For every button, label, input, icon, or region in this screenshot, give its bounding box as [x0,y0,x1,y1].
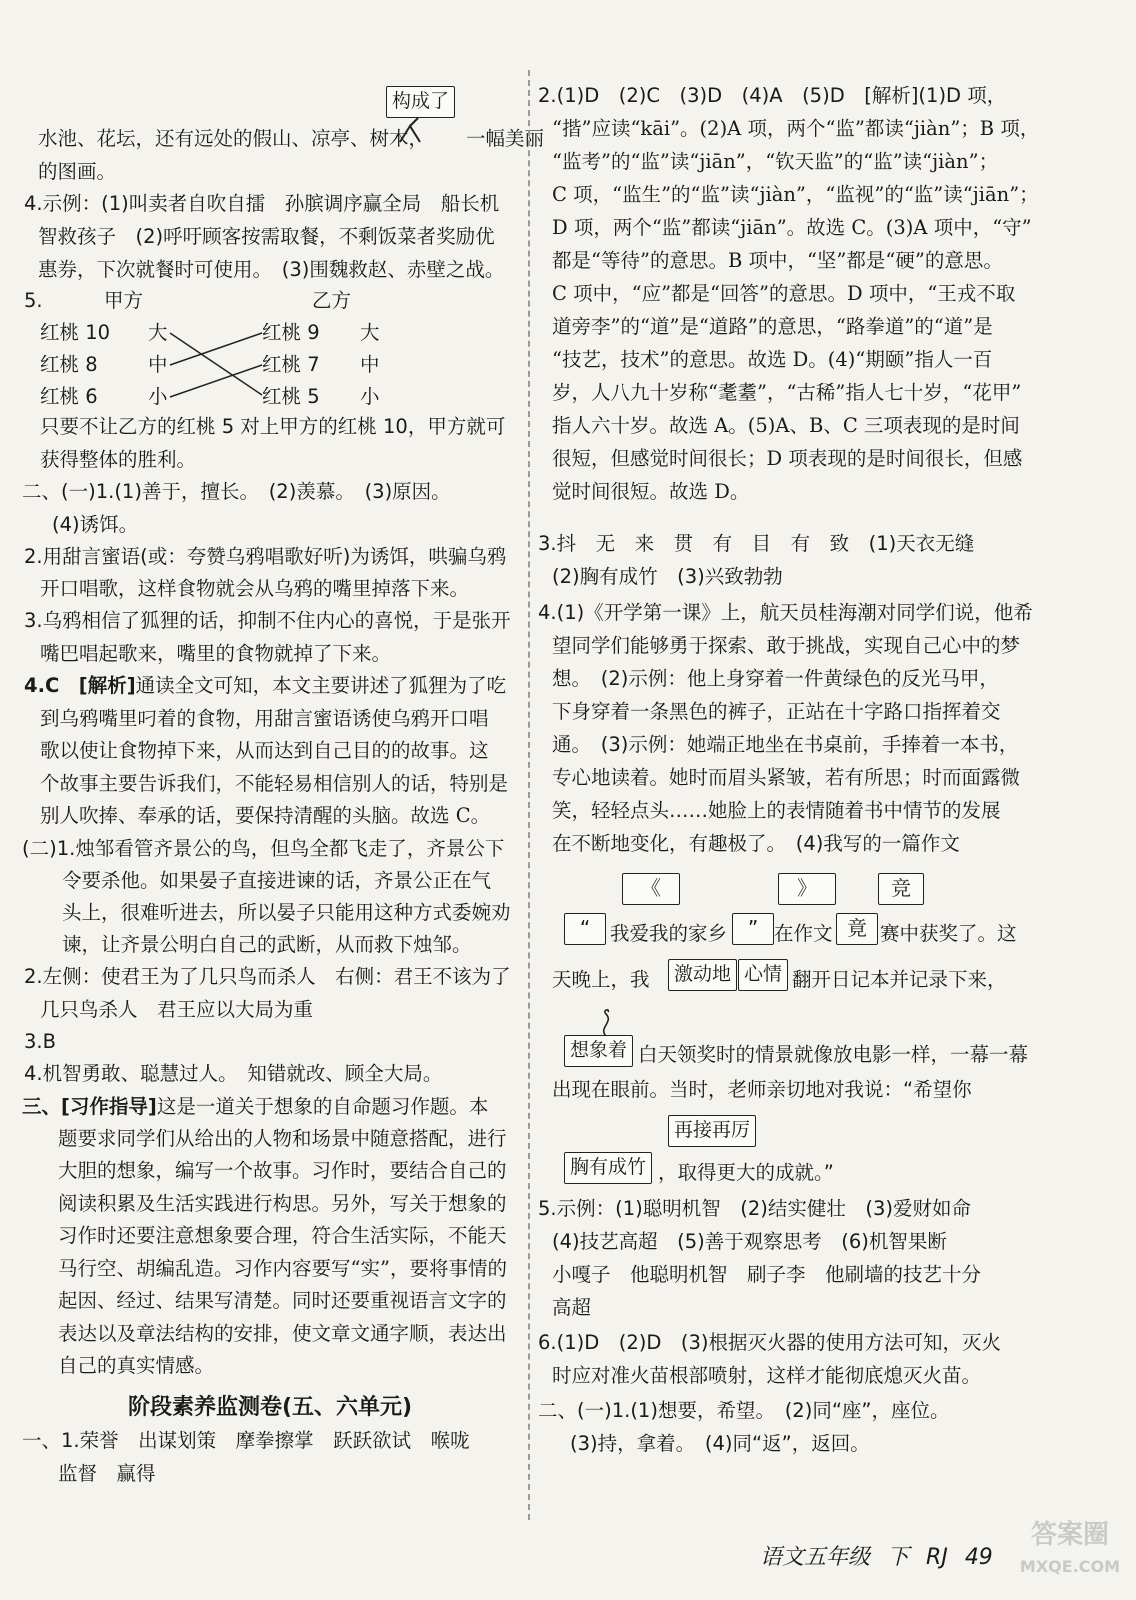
analysis-line: 歌以使让食物掉下来，从而达到自己目的的故事。这 [40,739,489,762]
part-2-line: (二)1.烛邹看管齐景公的鸟，但鸟全都飞走了，齐景公下 [22,837,505,860]
answer-2-line: 开口唱歌，这样食物就会从乌鸦的嘴里掉落下来。 [40,577,470,600]
answer-4-line: 智救孩子 (2)呼吁顾客按需取餐，不剩饭菜者奖励优 [38,225,495,248]
text-span: 这是一道关于想象的自命题习作题。本 [156,1095,489,1118]
card-label: 大 [148,321,168,344]
answer-r4-line: 望同学们能够勇于探索、敢于挑战，实现自己心中的梦 [552,634,1021,657]
answer-r5-line: 高超 [552,1296,592,1319]
answer-r4-line: 通。 (3)示例：她端正地坐在书桌前，手捧着一本书， [552,733,1019,756]
analysis-line: D 项，两个“监”都读“jiān”。故选 C。(3)A 项中，“守” [552,216,1032,239]
answer-4-line: 惠券，下次就餐时可使用。 (3)围魏救赵、赤壁之战。 [38,258,505,281]
struck-box: ” [732,913,774,945]
footer-edition: RJ [926,1545,948,1570]
answer-r4-line: 笑，轻轻点头……她脸上的表情随着书中情节的发展 [552,799,1001,822]
answer-r3-line: (2)胸有成竹 (3)兴致勃勃 [552,565,783,588]
essay-line: 出现在眼前。当时，老师亲切地对我说：“希望你 [552,1078,972,1101]
essay-line: 翻开日记本并记录下来， [792,968,1007,991]
page-footer [760,1540,1003,1571]
footer-subject: 语文五年级 [760,1545,871,1570]
insert-caret-icon [596,1008,616,1038]
struck-box: “ [564,913,606,945]
card-label: 小 [148,385,168,408]
analysis-line: 觉时间很短。故选 D。 [552,480,750,503]
essay-line: 白天领奖时的情景就像放电影一样，一幕一幕 [638,1043,1029,1066]
guide-line: 习作时还要注意想象要合理，符合生活实际，不能天 [58,1224,507,1247]
answer-r4-line: 下身穿着一条黑色的裤子，正站在十字路口指挥着交 [552,700,1001,723]
answer-r3-line: 3.抖 无 来 贯 有 目 有 致 (1)天衣无缝 [538,532,975,555]
essay-line: 在作文 [774,922,833,945]
text-span: 通读全文可知，本文主要讲述了狐狸为了吃 [135,674,507,697]
answer-r5-line: 小嘎子 他聪明机智 刷子李 他刷墙的技艺十分 [552,1263,982,1286]
text-line: 的图画。 [38,160,117,183]
answer-r6-line: 6.(1)D (2)D (3)根据灭火器的使用方法可知，灭火 [538,1331,1002,1354]
answer-r4-line: 4.(1)《开学第一课》上，航天员桂海潮对同学们说，他希 [538,601,1033,624]
analysis-line: “技艺，技术”的意思。故选 D。(4)“期颐”指人一百 [552,348,993,371]
match-line-big [170,333,262,395]
section-2-line: (4)诱饵。 [52,513,139,536]
answer-3-line: 嘴巴唱起歌来，嘴里的食物就掉了下来。 [40,642,392,665]
match-line-small [170,365,262,397]
matching-lines-diagram [168,320,264,412]
card-label: 红桃 5 [262,385,320,408]
answer-r6-line: 时应对准火苗根部喷射，这样才能彻底熄灭火苗。 [552,1364,982,1387]
essay-line: 赛中获奖了。这 [880,922,1017,945]
answer-r4-line: 想。 (2)示例：他上身穿着一件黄绿色的反光马甲， [552,667,999,690]
correction-box: 构成了 [386,86,455,118]
text-span: 水池、花坛，还有远处的假山、凉亭、树木， [38,127,429,150]
watermark-logo [1010,1515,1130,1595]
guide-tag: 三、[习作指导] [22,1095,157,1118]
guide-line: 自己的真实情感。 [58,1354,215,1377]
watermark-url: MXQE.COM [1019,1557,1121,1576]
essay-line: ，取得更大的成就。” [658,1161,834,1184]
analysis-line: 都是“等待”的意思。B 项中，“坚”都是“硬”的意思。 [552,249,1003,272]
correction-box: 《 [622,873,680,905]
analysis-line: 道旁李”的“道”是“道路”的意思，“路拳道”的“道”是 [552,315,993,338]
section-2-right-line: (3)持，拿着。 (4)同“返”，返回。 [570,1432,870,1455]
correction-box: 心情 [738,959,788,991]
struck-box: 胸有成竹 [564,1152,652,1184]
correction-box: 竞 [878,873,924,905]
essay-line: 天晚上，我 [552,968,650,991]
correction-box: 想象着 [564,1035,633,1067]
card-label: 中 [360,353,380,376]
page-number: 49 [964,1545,993,1570]
part-2-line: 2.左侧：使君王为了几只鸟而杀人 右侧：君王不该为了 [24,965,511,988]
section-2-right-line: 二、(一)1.(1)想要，希望。 (2)同“座”，座位。 [538,1399,950,1422]
essay-line: 我爱我的家乡 [610,922,728,945]
part-2-line: 3.B [24,1030,56,1053]
answer-5-line: 只要不让乙方的红桃 5 对上甲方的红桃 10，甲方就可 [40,415,506,438]
answer-r2-line: 2.(1)D (2)C (3)D (4)A (5)D [解析](1)D 项， [538,84,1007,107]
card-label: 红桃 10 [40,321,111,344]
answer-2-line: 2.用甜言蜜语(或：夸赞乌鸦唱歌好听)为诱饵，哄骗乌鸦 [24,545,507,568]
column-divider [528,70,530,1520]
analysis-line: “揩”应读“kāi”。(2)A 项，两个“监”都读“jiàn”；B 项， [552,117,1040,140]
match-line-mid [170,333,262,365]
guide-line: 大胆的想象，编写一个故事。习作时，要结合自己的 [58,1159,507,1182]
card-label: 红桃 9 [262,321,320,344]
guide-line: 题要求同学们从给出的人物和场景中随意搭配，进行 [58,1127,507,1150]
guide-line: 阅读积累及生活实践进行构思。另外，写关于想象的 [58,1192,507,1215]
guide-line: 起因、经过、结果写清楚。同时还要重视语言文字的 [58,1289,507,1312]
analysis-line: C 项，“监生”的“监”读“jiàn”，“监视”的“监”读“jiān”； [552,183,1039,206]
analysis-line: “监考”的“监”读“jiān”，“钦天监”的“监”读“jiàn”； [552,150,999,173]
card-label: 中 [148,353,168,376]
part-2-line: 几只鸟杀人 君王应以大局为重 [40,998,314,1021]
correction-box: 》 [778,873,836,905]
guide-line: 马行空、胡编乱造。习作内容要写“实”，要将事情的 [58,1257,507,1280]
analysis-line: 很短，但感觉时间很长；D 项表现的是时间很长，但感 [552,447,1023,470]
footer-term: 下 [887,1545,910,1570]
answer-4c-line [24,673,506,699]
answer-r4-line: 在不断地变化，有趣极了。 (4)我写的一篇作文 [552,832,960,855]
part-2-line: 谏，让齐景公明白自己的武断，从而救下烛邹。 [62,933,472,956]
analysis-line: 指人六十岁。故选 A。(5)A、B、C 三项表现的是时间 [552,414,1020,437]
analysis-line: 个故事主要告诉我们，不能轻易相信别人的话，特别是 [40,772,509,795]
analysis-line: 别人吹捧、奉承的话，要保持清醒的头脑。故选 C。 [40,804,491,827]
answer-4-line: 4.示例：(1)叫卖者自吹自擂 孙膑调序赢全局 船长机 [24,192,500,215]
watermark-text: 答案圈 [1030,1520,1109,1550]
side-label-yi: 乙方 [312,289,352,312]
analysis-tag: 4.C [解析] [24,674,136,697]
struck-box: 竟 [836,913,878,945]
card-label: 大 [360,321,380,344]
answer-5-number: 5. [24,289,43,312]
part-2-line: 头上，很难听进去，所以晏子只能用这种方式委婉劝 [62,901,511,924]
answer-r5-line: 5.示例：(1)聪明机智 (2)结实健壮 (3)爱财如命 [538,1197,971,1220]
answer-r4-line: 专心地读着。她时而眉头紧皱，若有所思；时而面露微 [552,766,1021,789]
text-line [38,126,544,152]
answer-r5-line: (4)技艺高超 (5)善于观察思考 (6)机智果断 [552,1230,947,1253]
correction-box: 再接再厉 [668,1115,756,1147]
card-label: 红桃 8 [40,353,98,376]
section-1-line: 监督 赢得 [58,1462,156,1485]
section-1-line: 一、1.荣誉 出谋划策 摩拳擦掌 跃跃欲试 喉咙 [22,1429,470,1452]
analysis-line: C 项中，“应”都是“回答”的意思。D 项中，“王戎不取 [552,282,1016,305]
text-span: 一幅美丽 [466,127,545,150]
analysis-line: 岁，人八九十岁称“耄耋”，“古稀”指人七十岁，“花甲” [552,381,1022,404]
answer-5-line: 获得整体的胜利。 [40,448,197,471]
card-label: 红桃 7 [262,353,320,376]
card-label: 红桃 6 [40,385,98,408]
struck-box: 激动地 [668,959,737,991]
writing-guide-line [22,1094,488,1120]
section-title: 阶段素养监测卷(五、六单元) [127,1395,413,1420]
card-label: 小 [360,385,380,408]
analysis-line: 到乌鸦嘴里叼着的食物，用甜言蜜语诱使乌鸦开口唱 [40,707,489,730]
guide-line: 表达以及章法结构的安排，使文章文通字顺，表达出 [58,1322,507,1345]
part-2-line: 4.机智勇敢、聪慧过人。 知错就改、顾全大局。 [24,1062,443,1085]
part-2-line: 令要杀他。如果晏子直接进谏的话，齐景公正在气 [62,869,492,892]
side-label-jia: 甲方 [104,289,144,312]
section-2-line: 二、(一)1.(1)善于，擅长。 (2)羡慕。 (3)原因。 [22,480,451,503]
answer-3-line: 3.乌鸦相信了狐狸的话，抑制不住内心的喜悦，于是张开 [24,609,511,632]
insert-caret-icon [396,114,444,148]
